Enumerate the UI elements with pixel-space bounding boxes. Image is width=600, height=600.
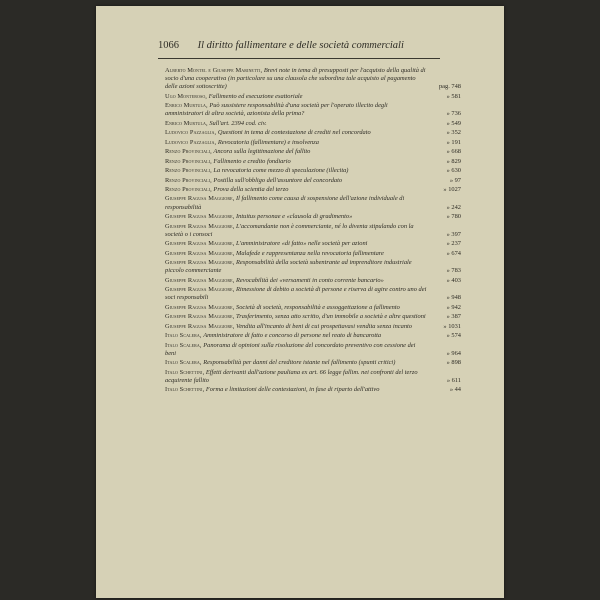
index-entry xyxy=(165,223,463,239)
entry-author: Italo Schettini, xyxy=(165,386,205,394)
index-entry xyxy=(165,304,463,312)
entry-title: Ancora sulla legittimazione del fallito xyxy=(213,148,311,156)
entry-text xyxy=(165,158,427,166)
entry-author: Renzo Provinciali, xyxy=(165,148,212,156)
entry-author: Renzo Provinciali, xyxy=(165,186,212,193)
entry-title: Revocabilità dei «versamenti in conto corrente bancario» xyxy=(236,276,384,284)
entry-page: » 549 xyxy=(446,119,461,127)
entry-page: » 581 xyxy=(446,92,461,100)
entry-page: » 942 xyxy=(446,303,461,311)
entry-title: Panorama di opinioni sulla risoluzione del concordato preventivo con cessione dei beni xyxy=(165,341,416,357)
entry-page: » 898 xyxy=(446,359,461,367)
entry-title: Brevi note in tema di presupposti per l'acquisto della qualità di socio d'una cooperativa (in particolare su una clausola che subordina tale acquisto al pagamento delle azioni sottoscritte) xyxy=(165,67,426,91)
entry-page: » 611 xyxy=(446,376,461,384)
entry-author: Renzo Provinciali, xyxy=(165,157,212,165)
index-entry xyxy=(165,167,463,175)
entry-author: Italo Scalera, xyxy=(165,359,202,367)
entry-text xyxy=(165,213,427,221)
entry-page: » 397 xyxy=(446,230,461,238)
entry-author: Giuseppe Ragusa Maggiore, xyxy=(165,286,235,294)
index-entry xyxy=(165,359,463,367)
entry-text xyxy=(165,386,427,394)
entry-text xyxy=(165,313,427,321)
index-entry xyxy=(165,186,463,194)
entry-text xyxy=(165,240,427,248)
entry-page: » 964 xyxy=(446,349,461,357)
entry-page: » 237 xyxy=(446,240,461,248)
entry-page: pag. 748 xyxy=(438,83,461,91)
entry-author: Giuseppe Ragusa Maggiore, xyxy=(165,222,235,230)
entry-text xyxy=(165,259,427,275)
entry-title: Revocatoria (fallimentare) e insolvenza xyxy=(217,138,319,146)
entry-author: Italo Schettini, xyxy=(165,368,205,376)
entry-text xyxy=(165,369,427,385)
index-entry xyxy=(165,93,463,101)
entry-page: » 668 xyxy=(446,148,461,156)
entry-author: Giuseppe Ragusa Maggiore, xyxy=(165,249,235,257)
entry-author: Giuseppe Ragusa Maggiore, xyxy=(165,322,235,330)
entry-author: Giuseppe Ragusa Maggiore, xyxy=(165,276,235,284)
index-entry xyxy=(165,250,463,258)
index-entry xyxy=(165,240,463,248)
entry-text xyxy=(165,177,427,185)
entry-author: Giuseppe Ragusa Maggiore, xyxy=(165,240,235,248)
index-entry xyxy=(165,332,463,340)
entry-text xyxy=(165,167,427,175)
entry-text xyxy=(165,102,427,118)
entry-title: Rimessione di debito a società di persone e riserva di agire contro uno dei soci responsabili xyxy=(165,286,427,302)
entry-text xyxy=(165,129,427,137)
entry-title: Vendita all'incanto di beni di cui prospettavasi vendita senza incanto xyxy=(236,322,412,330)
entry-title: Il fallimento come causa di sospensione dell'azione individuale di responsabilità xyxy=(165,195,405,211)
running-title: Il diritto fallimentare e delle società commerciali xyxy=(197,40,404,51)
index-entry xyxy=(165,277,463,285)
entry-title: Forma e limitazioni delle contestazioni, in fase di riparto dell'attivo xyxy=(205,386,380,394)
entry-page: » 829 xyxy=(446,157,461,165)
entry-author: Ludovico Pazzaglia, xyxy=(165,138,217,146)
entry-author: Alberto Montel e Giuseppe Marinetti, xyxy=(165,67,263,74)
entry-author: Ludovico Pazzaglia, xyxy=(165,129,217,137)
entry-text xyxy=(165,359,427,367)
entry-text xyxy=(165,195,427,211)
entry-page: » 44 xyxy=(449,386,461,394)
entry-page: » 783 xyxy=(446,267,461,275)
entry-page: » 387 xyxy=(446,313,461,321)
entry-text xyxy=(165,67,427,91)
entry-title: Malafede e rappresentanza nella revocatoria fallimentare xyxy=(236,249,384,257)
entry-title: Prova della scientia del terzo xyxy=(213,186,289,193)
index-entry xyxy=(165,286,463,302)
header-rule xyxy=(158,58,440,59)
entry-title: Postilla sull'obbligo dell'assuntore del concordato xyxy=(213,176,343,184)
entry-page: » 630 xyxy=(446,167,461,175)
entry-text xyxy=(165,304,427,312)
index-entry xyxy=(165,139,463,147)
entry-page: » 674 xyxy=(446,249,461,257)
entry-title: Intuitus personae e «clausola di gradimento» xyxy=(236,213,353,221)
index-entry xyxy=(165,148,463,156)
entry-title: Responsabilità per danni del creditore istante nel fallimento (spunti critici) xyxy=(203,359,396,367)
index-entry xyxy=(165,342,463,358)
entry-author: Renzo Provinciali, xyxy=(165,167,212,175)
entry-text xyxy=(165,286,427,302)
entry-page: » 780 xyxy=(446,213,461,221)
entry-title: L'accomandante non è commerciante, né lo diventa stipulando con la società o i consoci xyxy=(165,222,414,238)
entry-text xyxy=(165,120,427,128)
entry-text xyxy=(165,277,427,285)
entry-page: » 97 xyxy=(449,176,461,184)
index-entry xyxy=(165,369,463,385)
entry-text xyxy=(165,93,427,101)
entry-title: Sull'art. 2394 cod. civ. xyxy=(209,119,267,127)
entry-page: » 403 xyxy=(446,276,461,284)
entry-page: » 948 xyxy=(446,294,461,302)
entry-title: Fallimento ed esecuzione esattoriale xyxy=(208,92,303,100)
index-entry xyxy=(165,177,463,185)
entry-author: Giuseppe Ragusa Maggiore, xyxy=(165,195,235,203)
entry-text xyxy=(165,139,427,147)
entry-text xyxy=(165,148,427,156)
entry-author: Enrico Murtula, xyxy=(165,102,208,110)
entry-author: Italo Scalera, xyxy=(165,341,202,349)
entry-title: Trasferimento, senza atto scritto, d'un immobile a società e altre questioni xyxy=(236,313,426,321)
index-entry xyxy=(165,102,463,118)
index-entry xyxy=(165,158,463,166)
entry-text xyxy=(165,223,427,239)
entry-page: » 191 xyxy=(446,138,461,146)
entry-page: » 736 xyxy=(446,110,461,118)
entry-author: Renzo Provinciali, xyxy=(165,176,212,184)
index-entry xyxy=(165,313,463,321)
index-entry xyxy=(165,386,463,394)
index-entries xyxy=(165,67,463,396)
entry-title: Questioni in tema di contestazione di crediti nel concordato xyxy=(217,129,371,137)
index-entry xyxy=(165,259,463,275)
entry-page: » 574 xyxy=(446,332,461,340)
entry-author: Ugo Monteroso, xyxy=(165,92,208,100)
entry-author: Giuseppe Ragusa Maggiore, xyxy=(165,213,235,221)
entry-page: » 242 xyxy=(446,203,461,211)
index-entry xyxy=(165,67,463,91)
entry-title: Può sussistere responsabilità d'una società per l'operato illecito degli amministratori di altra società, azionista della prima? xyxy=(165,102,388,118)
page-header xyxy=(158,40,440,51)
entry-title: Società di società, responsabilità e assoggettazione a fallimento xyxy=(236,303,400,311)
index-entry xyxy=(165,120,463,128)
entry-author: Italo Scalera, xyxy=(165,332,202,340)
page-number: 1066 xyxy=(158,40,179,51)
index-entry xyxy=(165,195,463,211)
entry-title: Responsabilità della società subentrante ad imprenditore industriale piccolo commerciante xyxy=(165,259,412,275)
entry-text xyxy=(165,342,427,358)
entry-author: Giuseppe Ragusa Maggiore, xyxy=(165,303,235,311)
entry-page: » 1027 xyxy=(443,186,461,193)
entry-title: Amministratore di fatto e concorso di persone nel reato di bancarotta xyxy=(203,332,382,340)
entry-author: Enrico Murtula, xyxy=(165,119,208,127)
entry-page: » 352 xyxy=(446,129,461,137)
entry-author: Giuseppe Ragusa Maggiore, xyxy=(165,313,235,321)
entry-title: Effetti derivanti dall'azione pauliana ex art. 66 legge fallim. nei confronti del terzo acquirente fallito xyxy=(165,368,418,384)
entry-text xyxy=(165,186,427,194)
index-entry xyxy=(165,129,463,137)
entry-author: Giuseppe Ragusa Maggiore, xyxy=(165,259,235,267)
index-entry xyxy=(165,213,463,221)
index-entry xyxy=(165,323,463,331)
entry-title: La revocatoria come mezzo di speculazione (illecita) xyxy=(213,167,349,175)
entry-title: L'amministratore «di fatto» nelle società per azioni xyxy=(236,240,368,248)
entry-text xyxy=(165,323,427,331)
entry-text xyxy=(165,250,427,258)
entry-title: Fallimento e credito fondiario xyxy=(213,157,291,165)
entry-page: » 1031 xyxy=(443,322,461,330)
entry-text xyxy=(165,332,427,340)
